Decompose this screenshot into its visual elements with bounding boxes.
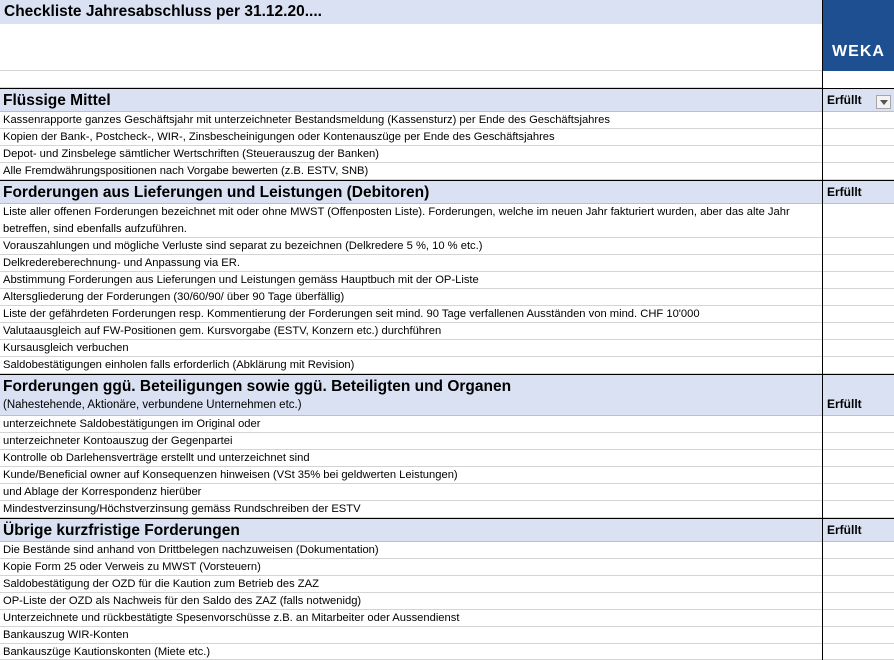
item-text: Valutaausgleich auf FW-Positionen gem. Kursvorgabe (ESTV, Konzern etc.) durchführen xyxy=(0,323,822,340)
list-item[interactable] xyxy=(0,576,894,593)
list-item[interactable] xyxy=(0,357,894,374)
item-text: Mindestverzinsung/Höchstverzinsung gemäss Rundschreiben der ESTV xyxy=(0,501,822,518)
status-cell[interactable] xyxy=(823,610,894,627)
item-text: Abstimmung Forderungen aus Lieferungen und Leistungen gemäss Hauptbuch mit der OP-Liste xyxy=(0,272,822,289)
status-cell[interactable] xyxy=(823,433,894,450)
list-item[interactable] xyxy=(0,204,894,238)
section-heading-cell xyxy=(0,375,822,416)
item-text: Depot- und Zinsbelege sämtlicher Wertschriften (Steuerauszug der Banken) xyxy=(0,146,822,163)
list-item[interactable] xyxy=(0,129,894,146)
item-text: Die Bestände sind anhand von Drittbelegen nachzuweisen (Dokumentation) xyxy=(0,542,822,559)
status-label: Erfüllt xyxy=(827,93,862,107)
list-item[interactable] xyxy=(0,644,894,660)
item-text: Bankauszüge Kautionskonten (Miete etc.) xyxy=(0,644,822,660)
section-header-uebrige-forderungen[interactable] xyxy=(0,518,894,542)
status-cell[interactable] xyxy=(823,306,894,323)
section-heading: Forderungen ggü. Beteiligungen sowie ggü. Beteiligten und Organen xyxy=(3,378,512,395)
status-cell[interactable] xyxy=(823,289,894,306)
item-text: Altersgliederung der Forderungen (30/60/90/ über 90 Tage überfällig) xyxy=(0,289,822,306)
item-text: unterzeichnete Saldobestätigungen im Original oder xyxy=(0,416,822,433)
status-cell[interactable] xyxy=(823,146,894,163)
status-header[interactable] xyxy=(823,89,894,112)
filter-dropdown-icon[interactable] xyxy=(876,95,891,109)
status-cell[interactable] xyxy=(823,484,894,501)
status-cell[interactable] xyxy=(823,542,894,559)
status-cell[interactable] xyxy=(823,501,894,518)
item-text: Liste aller offenen Forderungen bezeichnet mit oder ohne MWST (Offenposten Liste). Forderungen, welche im neuen Jahr fakturiert wurden, aber das alte Jahr betreffen, sind ebenfalls aufzuführen. xyxy=(0,204,822,238)
blank-row[interactable] xyxy=(0,71,894,88)
list-item[interactable] xyxy=(0,238,894,255)
item-text: Saldobestätigungen einholen falls erforderlich (Abklärung mit Revision) xyxy=(0,357,822,374)
status-cell[interactable] xyxy=(823,255,894,272)
section-header-beteiligungen[interactable] xyxy=(0,374,894,416)
list-item[interactable] xyxy=(0,146,894,163)
status-cell[interactable] xyxy=(823,112,894,129)
status-label: Erfüllt xyxy=(827,185,862,199)
status-cell[interactable] xyxy=(823,416,894,433)
page-title: Checkliste Jahresabschluss per 31.12.20.... xyxy=(4,3,322,20)
status-header[interactable] xyxy=(823,519,894,542)
item-text: Alle Fremdwährungspositionen nach Vorgabe bewerten (z.B. ESTV, SNB) xyxy=(0,163,822,180)
list-item[interactable] xyxy=(0,255,894,272)
list-item[interactable] xyxy=(0,163,894,180)
status-cell[interactable] xyxy=(823,450,894,467)
list-item[interactable] xyxy=(0,610,894,627)
status-header[interactable] xyxy=(823,375,894,416)
list-item[interactable] xyxy=(0,289,894,306)
list-item[interactable] xyxy=(0,484,894,501)
logo-text: WEKA xyxy=(832,43,885,60)
column-divider xyxy=(822,0,823,660)
status-cell[interactable] xyxy=(823,129,894,146)
section-subheading: (Nahestehende, Aktionäre, verbundene Unternehmen etc.) xyxy=(3,399,302,411)
status-cell[interactable] xyxy=(823,204,894,238)
item-text: Bankauszug WIR-Konten xyxy=(0,627,822,644)
status-cell[interactable] xyxy=(823,238,894,255)
status-cell[interactable] xyxy=(823,272,894,289)
title-row[interactable] xyxy=(0,0,822,24)
item-text: Saldobestätigung der OZD für die Kaution zum Betrieb des ZAZ xyxy=(0,576,822,593)
list-item[interactable] xyxy=(0,272,894,289)
status-label: Erfüllt xyxy=(827,523,862,537)
list-item[interactable] xyxy=(0,542,894,559)
item-text: Kontrolle ob Darlehensverträge erstellt und unterzeichnet sind xyxy=(0,450,822,467)
list-item[interactable] xyxy=(0,627,894,644)
section-heading: Flüssige Mittel xyxy=(0,89,822,112)
weka-logo xyxy=(823,0,894,71)
list-item[interactable] xyxy=(0,559,894,576)
list-item[interactable] xyxy=(0,323,894,340)
list-item[interactable] xyxy=(0,340,894,357)
item-text: Kopie Form 25 oder Verweis zu MWST (Vorsteuern) xyxy=(0,559,822,576)
status-cell[interactable] xyxy=(823,323,894,340)
status-cell[interactable] xyxy=(823,593,894,610)
item-text: Kunde/Beneficial owner auf Konsequenzen hinweisen (VSt 35% bei geldwerten Leistungen) xyxy=(0,467,822,484)
section-header-debitoren[interactable] xyxy=(0,180,894,204)
list-item[interactable] xyxy=(0,593,894,610)
list-item[interactable] xyxy=(0,467,894,484)
list-item[interactable] xyxy=(0,306,894,323)
section-header-fluessige-mittel[interactable] xyxy=(0,88,894,112)
item-text: Liste der gefährdeten Forderungen resp. Kommentierung der Forderungen seit mind. 90 Tage verfallenen Ausständen von mind. CHF 10'000 xyxy=(0,306,822,323)
status-cell[interactable] xyxy=(823,576,894,593)
status-cell[interactable] xyxy=(823,559,894,576)
status-cell[interactable] xyxy=(823,340,894,357)
section-heading: Übrige kurzfristige Forderungen xyxy=(0,519,822,542)
list-item[interactable] xyxy=(0,112,894,129)
item-text: unterzeichneter Kontoauszug der Gegenpartei xyxy=(0,433,822,450)
list-item[interactable] xyxy=(0,450,894,467)
status-cell[interactable] xyxy=(823,467,894,484)
item-text: Delkredereberechnung- und Anpassung via ER. xyxy=(0,255,822,272)
status-label: Erfüllt xyxy=(827,397,862,411)
item-text: OP-Liste der OZD als Nachweis für den Saldo des ZAZ (falls notwenidg) xyxy=(0,593,822,610)
status-cell[interactable] xyxy=(823,163,894,180)
item-text: Kassenrapporte ganzes Geschäftsjahr mit unterzeichneter Bestandsmeldung (Kassensturz) per Ende des Geschäftsjahres xyxy=(0,112,822,129)
list-item[interactable] xyxy=(0,433,894,450)
section-heading: Forderungen aus Lieferungen und Leistungen (Debitoren) xyxy=(0,181,822,204)
item-text: Vorauszahlungen und mögliche Verluste sind separat zu bezeichnen (Delkredere 5 %, 10 % etc.) xyxy=(0,238,822,255)
list-item[interactable] xyxy=(0,501,894,518)
status-cell[interactable] xyxy=(823,627,894,644)
status-header[interactable] xyxy=(823,181,894,204)
list-item[interactable] xyxy=(0,416,894,433)
item-text: Kursausgleich verbuchen xyxy=(0,340,822,357)
status-cell[interactable] xyxy=(823,644,894,660)
item-text: Unterzeichnete und rückbestätigte Spesenvorschüsse z.B. an Mitarbeiter oder Aussendienst xyxy=(0,610,822,627)
item-text: Kopien der Bank-, Postcheck-, WIR-, Zinsbescheinigungen oder Kontenauszüge per Ende des Geschäftsjahres xyxy=(0,129,822,146)
blank-row[interactable] xyxy=(0,24,894,71)
item-text: und Ablage der Korrespondenz hierüber xyxy=(0,484,822,501)
status-cell[interactable] xyxy=(823,357,894,374)
